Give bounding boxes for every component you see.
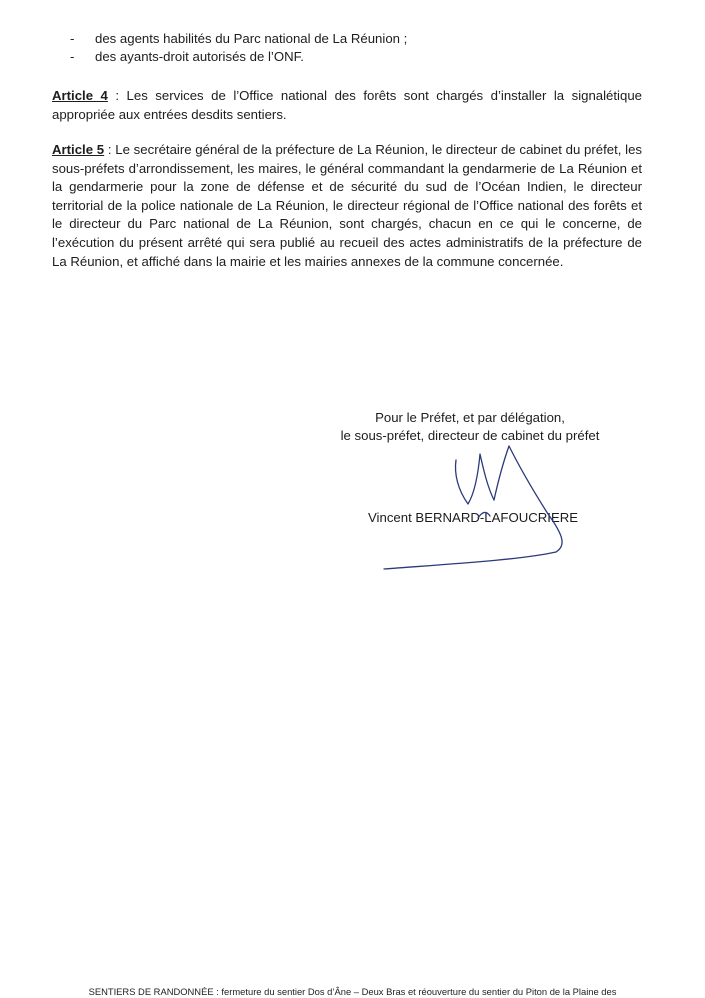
- signature-stroke: [456, 454, 495, 504]
- list-dash: -: [70, 31, 75, 46]
- handwritten-signature: [370, 440, 580, 580]
- list-item: [52, 48, 652, 66]
- list-item: [52, 30, 652, 48]
- list-dash: -: [70, 49, 75, 64]
- list-item-text: des agents habilités du Parc national de La Réunion ;: [95, 31, 408, 46]
- signature-stroke: [494, 446, 562, 552]
- article-4-text: : Les services de l’Office national des forêts sont chargés d’installer la signalétique appropriée aux entrées desdits sentiers.: [52, 88, 642, 122]
- footer-text: : fermeture du sentier Dos d’Âne – Deux Bras et réouverture du sentier du Piton de la Plaine des: [213, 986, 617, 997]
- signature-stroke: [384, 552, 556, 569]
- signature-stroke: [478, 512, 490, 518]
- document-footer: [0, 986, 705, 998]
- article-5-paragraph: [52, 141, 642, 271]
- list-item-text: des ayants-droit autorisés de l’ONF.: [95, 49, 304, 64]
- footer-label: SENTIERS DE RANDONNÉE: [88, 986, 214, 997]
- article-5-label: Article 5: [52, 142, 105, 157]
- delegation-line: Pour le Préfet, et par délégation,: [375, 410, 565, 425]
- signer-name: Vincent BERNARD-LAFOUCRIERE: [368, 510, 579, 525]
- signatory-title-line: le sous-préfet, directeur de cabinet du préfet: [340, 428, 600, 443]
- article-4-label: Article 4: [52, 88, 108, 103]
- article-5-text: : Le secrétaire général de la préfecture de La Réunion, le directeur de cabinet du préfet, les sous-préfets d’arrondissement, les maires, le général commandant la gendarmerie de La Réunion et la gendarmerie pour la zone de défense et de sécurité du sud de l’Océan Indien, le directeur territorial de la police nationale de La Réunion, le directeur régional de l’Office national des forêts et le directeur du Parc national de La Réunion, sont chargés, chacun en ce qui le concerne, de l’exécution du présent arrêté qui sera publié au recueil des actes administratifs de la préfecture de La Réunion, et affiché dans la mairie et les mairies annexes de la commune concernée.: [52, 142, 643, 269]
- article-4-paragraph: [52, 87, 642, 124]
- authorized-persons-list: [52, 30, 652, 66]
